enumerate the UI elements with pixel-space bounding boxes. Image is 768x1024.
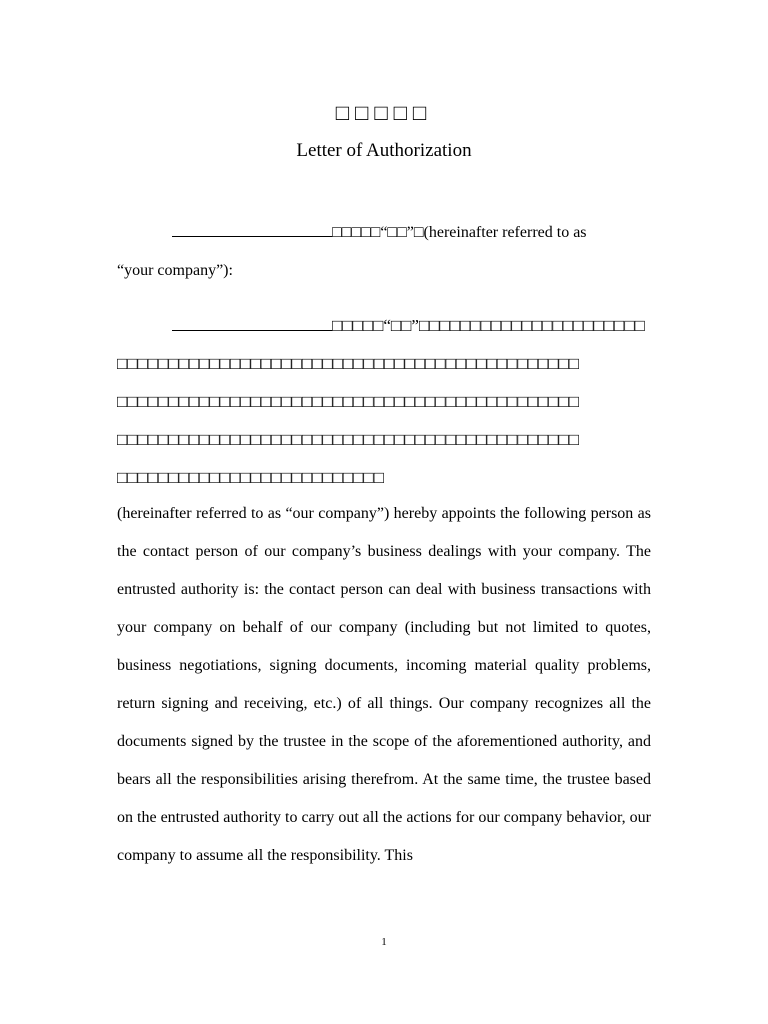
cn-line: □□□□□□□□□□□□□□□□□□□□□□□□□□□□□□□□□□□□□□□□□□□□□: [117, 430, 580, 449]
chinese-paragraph: [117, 307, 651, 497]
cn-line: □□□□□□□□□□□□□□□□□□□□□□□□□□: [117, 468, 384, 487]
addressee-block: [117, 214, 651, 290]
cn-first-line: □□□□□“□□”□□□□□□□□□□□□□□□□□□□□□□: [332, 316, 645, 335]
addressee-blank-line: [172, 220, 332, 237]
title-english: Letter of Authorization: [296, 140, 472, 161]
english-paragraph: (hereinafter referred to as “our company”) hereby appoints the following person as the contact person of our company’s business dealings with your company. The entrusted authority is: the contact person can deal with business transactions with your company on behalf of our company (including but not limited to quotes, business negotiations, signing documents, incoming material quality problems, return signing and receiving, etc.) of all things. Our company recognizes all the documents signed by the trustee in the scope of the aforementioned authority, and bears all the responsibilities arising therefrom. At the same time, the trustee based on the entrusted authority to carry out all the actions for our company behavior, our company to assume all the responsibility. This: [117, 505, 651, 864]
addressee-line2: “your company”):: [117, 262, 233, 279]
addressee-line1: □□□□□“□□”□(hereinafter referred to as: [332, 224, 587, 241]
title-chinese: □□□□□: [335, 100, 433, 125]
cn-line: □□□□□□□□□□□□□□□□□□□□□□□□□□□□□□□□□□□□□□□□□□□□□: [117, 354, 580, 373]
page-number: 1: [381, 936, 387, 948]
cn-line: □□□□□□□□□□□□□□□□□□□□□□□□□□□□□□□□□□□□□□□□□□□□□: [117, 392, 580, 411]
company-blank-line: [172, 314, 332, 331]
